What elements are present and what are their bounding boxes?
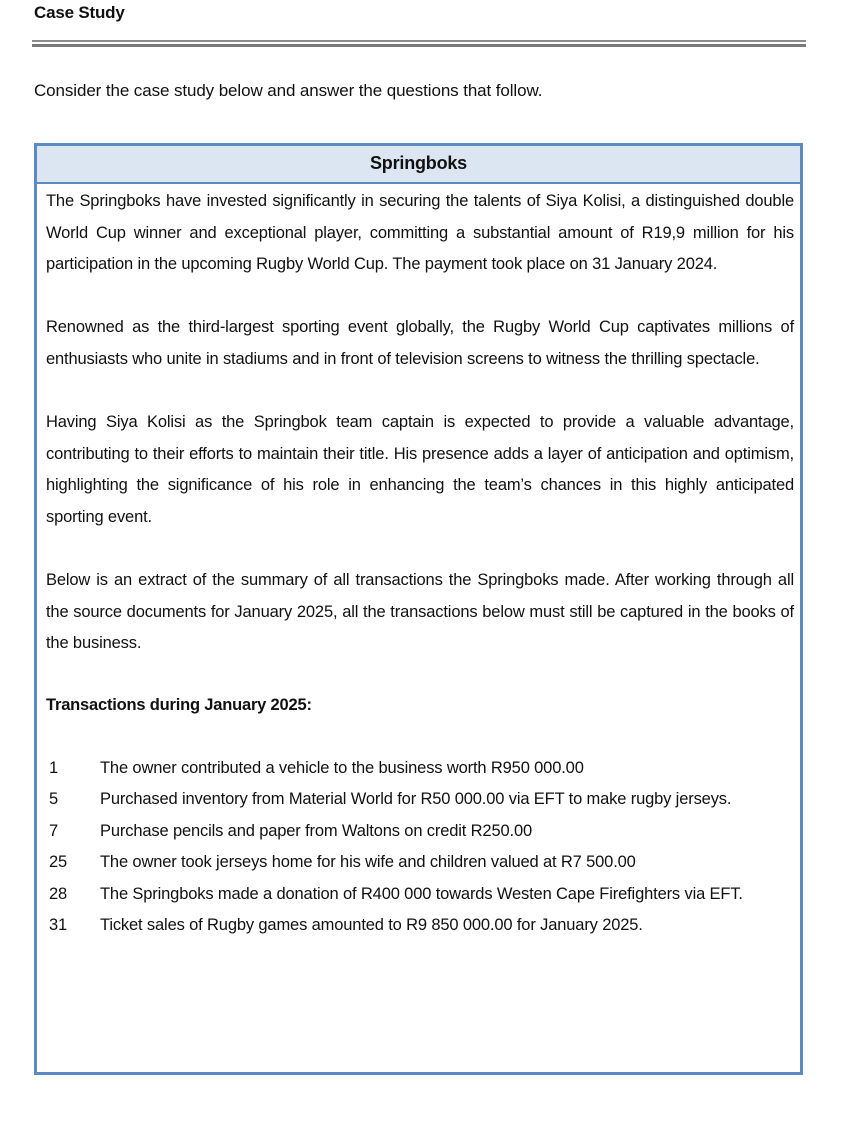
transaction-day: 1 [49, 758, 59, 777]
transaction-description: Purchase pencils and paper from Waltons on credit R250.00 [100, 821, 532, 840]
case-study-title: Springboks [37, 146, 800, 184]
heading-divider-top [32, 40, 806, 42]
transaction-row [46, 879, 794, 911]
case-study-body [37, 184, 800, 942]
transaction-day: 25 [49, 853, 68, 872]
transaction-description: The owner contributed a vehicle to the business worth R950 000.00 [100, 758, 584, 777]
case-paragraph: The Springboks have invested significantly in securing the talents of Siya Kolisi, a distinguished double World Cup winner and exceptional player, committing a substantial amount of R19,9 million for his participation in the upcoming Rugby World Cup. The payment took place on 31 January 2024. [46, 192, 794, 274]
transaction-day: 5 [49, 790, 59, 809]
transaction-description: The Springboks made a donation of R400 000 towards Westen Cape Firefighters via EFT. [100, 884, 743, 903]
transaction-day: 31 [49, 916, 68, 935]
transaction-description: The owner took jerseys home for his wife and children valued at R7 500.00 [100, 853, 636, 872]
case-paragraph: Renowned as the third-largest sporting event globally, the Rugby World Cup captivates millions of enthusiasts who unite in stadiums and in front of television screens to witness the thrilling spectacle. [46, 318, 794, 368]
transaction-row [46, 847, 794, 879]
case-study-box [34, 143, 803, 1075]
transactions-heading: Transactions during January 2025: [46, 695, 312, 714]
transaction-description: Purchased inventory from Material World for R50 000.00 via EFT to make rugby jerseys. [100, 790, 732, 809]
transactions-list [46, 753, 794, 943]
case-paragraph: Having Siya Kolisi as the Springbok team captain is expected to provide a valuable advantage, contributing to their efforts to maintain their title. His presence adds a layer of anticipation and optimism, highlighting the significance of his role in enhancing the team’s chances in this highly anticipated sporting event. [46, 413, 794, 526]
transaction-description: Ticket sales of Rugby games amounted to R9 850 000.00 for January 2025. [100, 916, 643, 935]
heading-divider-bottom [32, 44, 806, 47]
case-paragraph: Below is an extract of the summary of all transactions the Springboks made. After working through all the source documents for January 2025, all the transactions below must still be captured in the books of the business. [46, 571, 794, 653]
transaction-row [46, 816, 794, 848]
intro-instruction: Consider the case study below and answer the questions that follow. [34, 81, 543, 100]
transaction-row [46, 753, 794, 785]
transaction-day: 28 [49, 884, 68, 903]
transaction-day: 7 [49, 821, 59, 840]
transaction-row [46, 910, 794, 942]
section-heading: Case Study [34, 3, 125, 22]
transaction-row [46, 784, 794, 816]
